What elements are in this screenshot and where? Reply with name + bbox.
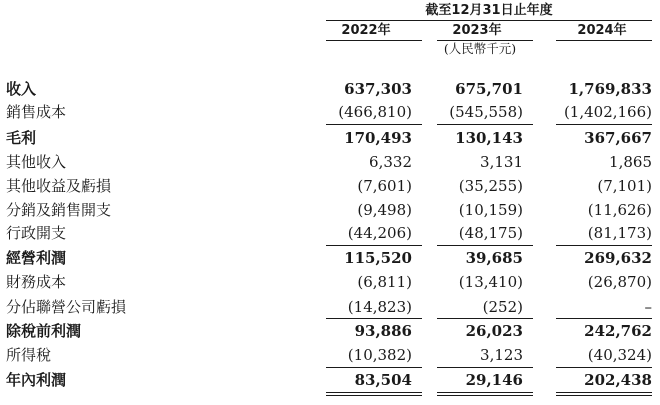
- value-2022: (466,810): [338, 103, 412, 121]
- row-label: 其他收入: [6, 153, 67, 171]
- subtotal-rule-2024: [556, 124, 652, 125]
- year-header-2024: 2024年: [577, 23, 627, 38]
- value-2024: –: [644, 298, 652, 316]
- value-2023: (10,159): [458, 201, 523, 219]
- row-label: 所得稅: [6, 346, 52, 364]
- statement-row: [0, 222, 660, 244]
- value-2022: 83,504: [354, 371, 412, 389]
- value-2024: (40,324): [587, 346, 652, 364]
- value-2022: 115,520: [344, 249, 412, 267]
- row-label: 行政開支: [6, 224, 67, 242]
- value-2024: (7,101): [597, 177, 652, 195]
- subtotal-rule-2023: [437, 124, 533, 125]
- value-2023: 26,023: [465, 322, 523, 340]
- statement-row: [0, 175, 660, 197]
- subtotal-rule-2024: [556, 245, 652, 246]
- row-label: 分佔聯營公司虧損: [6, 298, 127, 316]
- period-heading-rule: [326, 20, 652, 21]
- row-label: 財務成本: [6, 273, 67, 291]
- value-2023: (545,558): [449, 103, 523, 121]
- subtotal-rule-2024: [556, 367, 652, 368]
- total-double-rule-2023: [437, 395, 533, 396]
- value-2023: 3,123: [480, 346, 523, 364]
- statement-row: [0, 127, 660, 149]
- value-2023: 39,685: [465, 249, 523, 267]
- statement-row: [0, 320, 660, 342]
- value-2022: (9,498): [357, 201, 412, 219]
- value-2024: 367,667: [584, 129, 652, 147]
- value-2022: 6,332: [369, 153, 412, 171]
- subtotal-rule-2023: [437, 245, 533, 246]
- period-heading: 截至12月31日止年度: [425, 3, 553, 18]
- statement-row: [0, 78, 660, 100]
- row-label: 毛利: [6, 129, 37, 147]
- value-2024: 242,762: [584, 322, 652, 340]
- total-double-rule-2022: [326, 395, 422, 396]
- subtotal-rule-2022: [326, 245, 422, 246]
- value-2024: 1,865: [609, 153, 652, 171]
- value-2024: 269,632: [584, 249, 652, 267]
- row-label: 除稅前利潤: [6, 322, 82, 340]
- subtotal-rule-2022: [326, 367, 422, 368]
- value-2022: (10,382): [347, 346, 412, 364]
- statement-row: [0, 247, 660, 269]
- value-2022: 170,493: [344, 129, 412, 147]
- subtotal-rule-2022: [326, 318, 422, 319]
- value-2023: (48,175): [458, 224, 523, 242]
- value-2022: (14,823): [347, 298, 412, 316]
- value-2024: (1,402,166): [563, 103, 652, 121]
- value-2024: (26,870): [587, 273, 652, 291]
- subtotal-rule-2023: [437, 367, 533, 368]
- statement-row: [0, 344, 660, 366]
- value-2023: (35,255): [458, 177, 523, 195]
- subtotal-rule-2024: [556, 318, 652, 319]
- year-header-rule-2024: [556, 40, 652, 41]
- year-header-2022: 2022年: [341, 23, 391, 38]
- row-label: 分銷及銷售開支: [6, 201, 112, 219]
- value-2022: 637,303: [344, 80, 412, 98]
- total-double-rule-2023: [437, 392, 533, 393]
- value-2023: (13,410): [458, 273, 523, 291]
- row-label: 經營利潤: [6, 249, 67, 267]
- value-2023: 3,131: [480, 153, 523, 171]
- statement-row: [0, 151, 660, 173]
- row-label: 銷售成本: [6, 103, 67, 121]
- statement-row: [0, 199, 660, 221]
- year-header-rule-2022: [326, 40, 422, 41]
- value-2024: 202,438: [584, 371, 652, 389]
- value-2024: (81,173): [587, 224, 652, 242]
- subtotal-rule-2022: [326, 124, 422, 125]
- subtotal-rule-2023: [437, 318, 533, 319]
- statement-row: [0, 296, 660, 318]
- currency-unit: (人民幣千元): [443, 41, 517, 56]
- row-label: 其他收益及虧損: [6, 177, 112, 195]
- year-header-2023: 2023年: [452, 23, 502, 38]
- value-2023: 675,701: [455, 80, 523, 98]
- statement-row: [0, 369, 660, 391]
- total-double-rule-2022: [326, 392, 422, 393]
- value-2022: (7,601): [357, 177, 412, 195]
- row-label: 收入: [6, 80, 37, 98]
- row-label: 年內利潤: [6, 371, 67, 389]
- statement-row: [0, 101, 660, 123]
- value-2022: (6,811): [357, 273, 412, 291]
- value-2024: 1,769,833: [568, 80, 652, 98]
- value-2022: 93,886: [354, 322, 412, 340]
- value-2023: 29,146: [465, 371, 523, 389]
- total-double-rule-2024: [556, 392, 652, 393]
- value-2024: (11,626): [587, 201, 652, 219]
- value-2023: (252): [482, 298, 523, 316]
- total-double-rule-2024: [556, 395, 652, 396]
- statement-row: [0, 271, 660, 293]
- value-2023: 130,143: [455, 129, 523, 147]
- value-2022: (44,206): [347, 224, 412, 242]
